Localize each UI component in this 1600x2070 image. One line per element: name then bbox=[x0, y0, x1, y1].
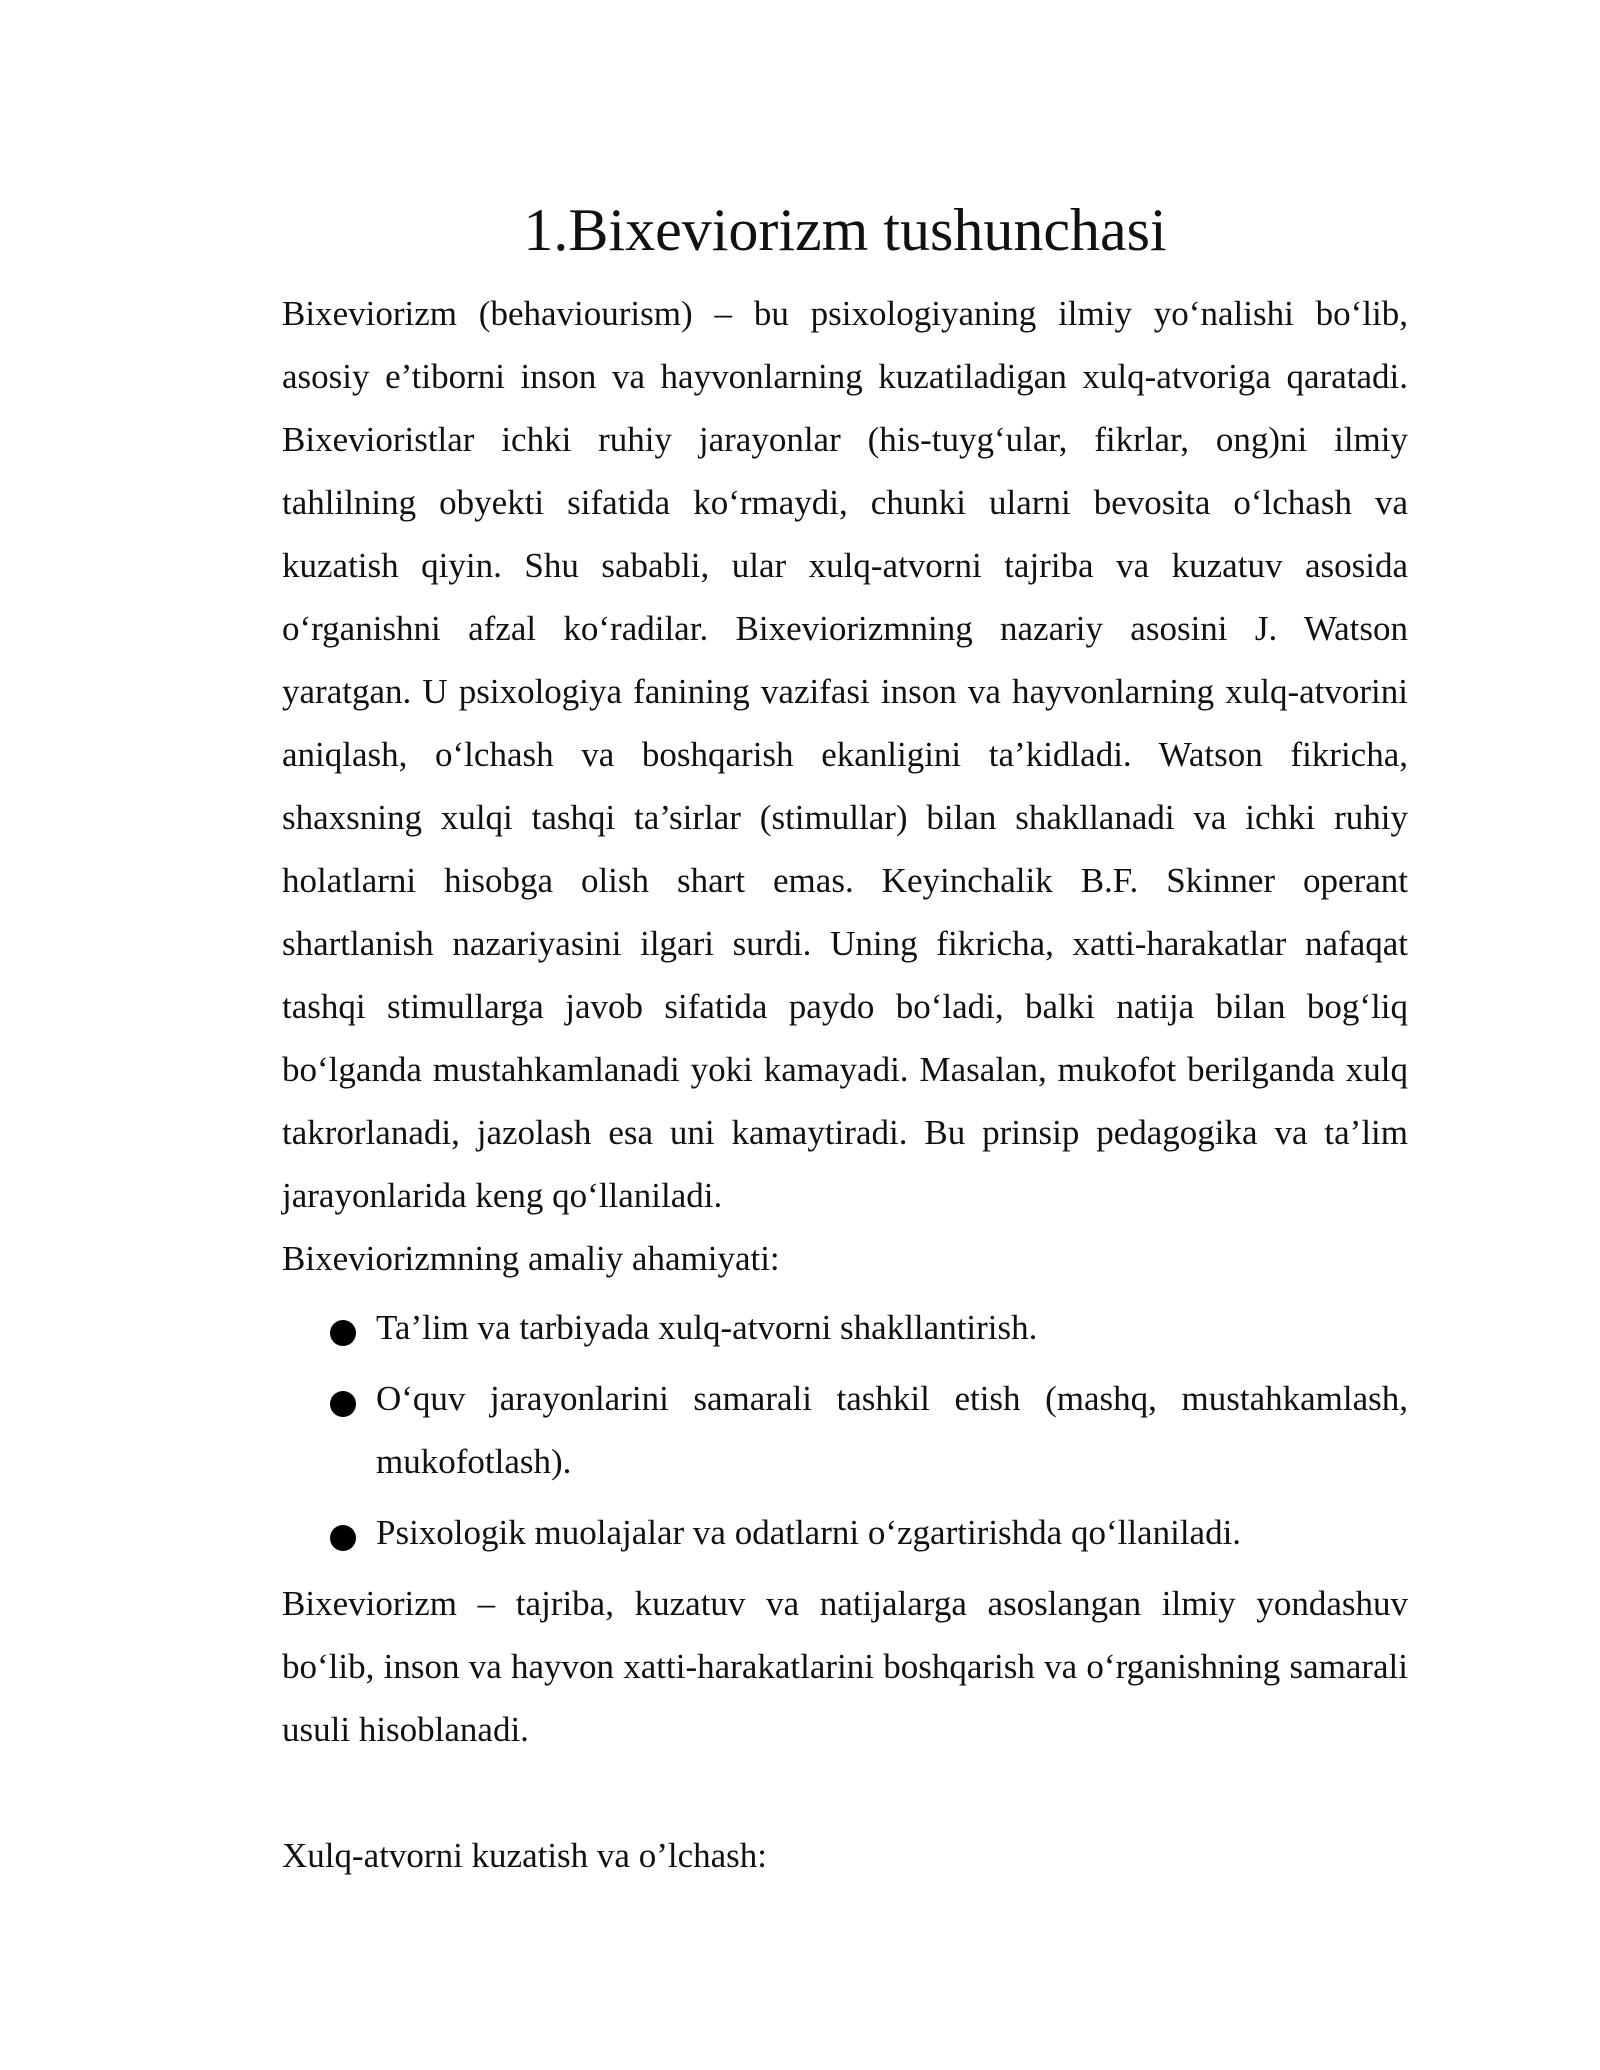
bullet-text: O‘quv jarayonlarini samarali tashkil etish (mashq, mustahkamlash, mukofotlash). bbox=[376, 1379, 1408, 1481]
bullet-item bbox=[282, 1367, 1408, 1493]
intro-paragraph: Bixeviorizm (behaviourism) – bu psixologiyaning ilmiy yo‘nalishi bo‘lib, asosiy e’tiborni inson va hayvonlarning kuzatiladigan xulq-atvoriga qaratadi. Bixevioristlar ichki ruhiy jarayonlar (his-tuyg‘ular, fikrlar, ong)ni ilmiy tahlilning obyekti sifatida ko‘rmaydi, chunki ularni bevosita o‘lchash va kuzatish qiyin. Shu sababli, ular xulq-atvorni tajriba va kuzatuv asosida o‘rganishni afzal ko‘radilar. Bixeviorizmning nazariy asosini J. Watson yaratgan. U psixologiya fanining vazifasi inson va hayvonlarning xulq-atvorini aniqlash, o‘lchash va boshqarish ekanligini ta’kidladi. Watson fikricha, shaxsning xulqi tashqi ta’sirlar (stimullar) bilan shakllanadi va ichki ruhiy holatlarni hisobga olish shart emas. Keyinchalik B.F. Skinner operant shartlanish nazariyasini ilgari surdi. Uning fikricha, xatti-harakatlar nafaqat tashqi stimullarga javob sifatida paydo bo‘ladi, balki natija bilan bog‘liq bo‘lganda mustahkamlanadi yoki kamayadi. Masalan, mukofot berilganda xulq takrorlanadi, jazolash esa uni kamaytiradi. Bu prinsip pedagogika va ta’lim jarayonlarida keng qo‘llaniladi. bbox=[282, 294, 1408, 1215]
bullet-text: Psixologik muolajalar va odatlarni o‘zgartirishda qo‘llaniladi. bbox=[376, 1513, 1242, 1552]
practical-heading: Bixeviorizmning amaliy ahamiyati: bbox=[282, 1239, 780, 1278]
practical-bullet-list bbox=[282, 1296, 1408, 1564]
bullet-dot-icon bbox=[330, 1320, 356, 1346]
bullet-dot-icon bbox=[330, 1391, 356, 1417]
bullet-item bbox=[282, 1501, 1408, 1564]
bullet-item bbox=[282, 1296, 1408, 1359]
next-section-heading: Xulq-atvorni kuzatish va o’lchash: bbox=[282, 1836, 768, 1875]
document-body bbox=[282, 190, 1408, 1887]
bullet-text: Ta’lim va tarbiyada xulq-atvorni shakllantirish. bbox=[376, 1308, 1038, 1347]
page-title: 1.Bixeviorizm tushunchasi bbox=[523, 197, 1167, 263]
conclusion-paragraph: Bixeviorizm – tajriba, kuzatuv va natijalarga asoslangan ilmiy yondashuv bo‘lib, inson va hayvon xatti-harakatlarini boshqarish va o‘rganishning samarali usuli hisoblanadi. bbox=[282, 1584, 1408, 1749]
paragraph-spacer bbox=[282, 1761, 1408, 1824]
bullet-dot-icon bbox=[330, 1525, 356, 1551]
